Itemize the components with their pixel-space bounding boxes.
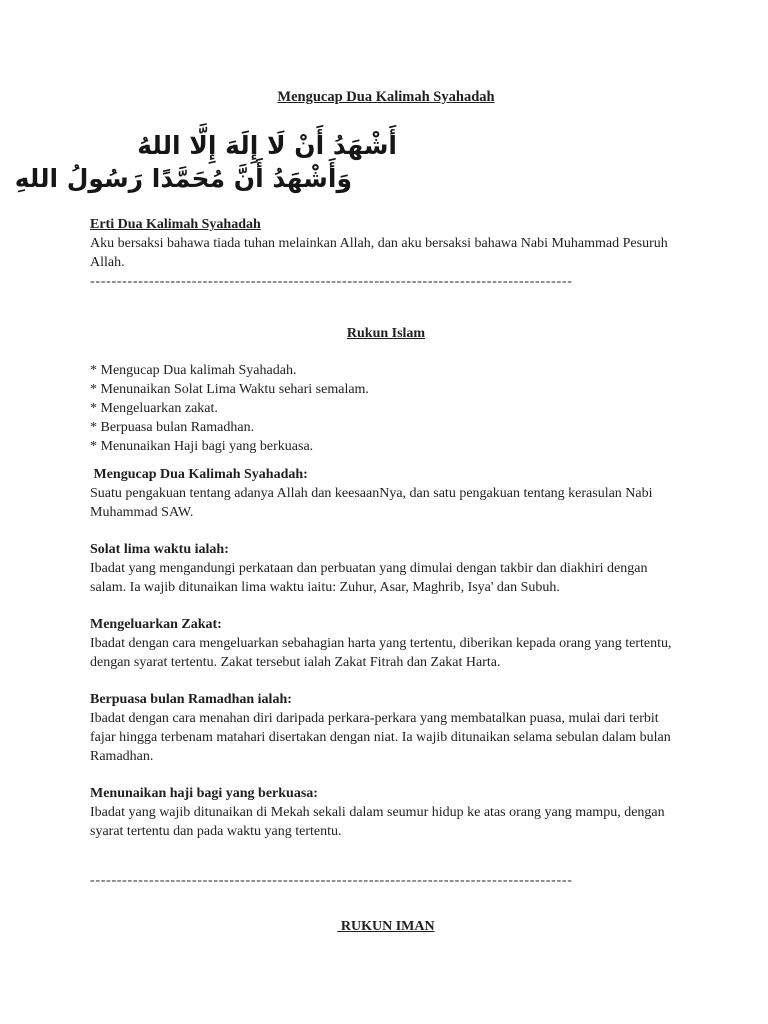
list-item: * Menunaikan Solat Lima Waktu sehari semalam. bbox=[90, 382, 369, 397]
section-heading: Mengucap Dua Kalimah Syahadah: bbox=[90, 467, 308, 482]
dashed-divider-bottom: ------------------------------------------------------------------------------------------ bbox=[90, 873, 573, 888]
list-item: * Mengucap Dua kalimah Syahadah. bbox=[90, 363, 297, 378]
list-item: * Menunaikan Haji bagi yang berkuasa. bbox=[90, 439, 314, 454]
section-body: Ibadat dengan cara mengeluarkan sebahagian harta yang tertentu, diberikan kepada orang yang tertentu, dengan syarat tertentu. Zakat tersebut ialah Zakat Fitrah dan Zakat Harta. bbox=[90, 636, 672, 670]
explanation-section-syahadah bbox=[90, 465, 682, 522]
section-heading: Solat lima waktu ialah: bbox=[90, 542, 229, 557]
dashed-divider-top: ------------------------------------------------------------------------------------------ bbox=[90, 274, 573, 289]
section-heading: Berpuasa bulan Ramadhan ialah: bbox=[90, 692, 292, 707]
section-heading: Menunaikan haji bagi yang berkuasa: bbox=[90, 786, 318, 801]
page-title: Mengucap Dua Kalimah Syahadah bbox=[277, 89, 495, 105]
section-body: Suatu pengakuan tentang adanya Allah dan keesaanNya, dan satu pengakuan tentang kerasulan Nabi Muhammad SAW. bbox=[90, 486, 653, 520]
shahada-arabic-line-1: أَشْهَدُ أَنْ لَا إِلَهَ إِلَّا اللهُ bbox=[137, 131, 397, 160]
section-body: Ibadat dengan cara menahan diri daripada perkara-perkara yang membatalkan puasa, mulai dari terbit fajar hingga terbenam matahari disertakan dengan niat. Ia wajib ditunaikan selama sebulan dalam bulan Ramadhan. bbox=[90, 711, 671, 764]
list-item: * Mengeluarkan zakat. bbox=[90, 401, 218, 416]
section-body: Ibadat yang mengandungi perkataan dan perbuatan yang dimulai dengan takbir dan diakhiri dengan salam. Ia wajib ditunaikan lima waktu iaitu: Zuhur, Asar, Maghrib, Isya' dan Subuh. bbox=[90, 561, 648, 595]
explanation-section-solat bbox=[90, 540, 682, 597]
explanation-sections bbox=[90, 465, 682, 841]
section-body: Ibadat yang wajib ditunaikan di Mekah sekali dalam seumur hidup ke atas orang yang mampu, dengan syarat tertentu dan pada waktu yang tertentu. bbox=[90, 805, 665, 839]
erti-section-heading: Erti Dua Kalimah Syahadah bbox=[90, 217, 261, 232]
rukun-islam-list bbox=[90, 361, 682, 456]
explanation-section-haji bbox=[90, 784, 682, 841]
list-item: * Berpuasa bulan Ramadhan. bbox=[90, 420, 255, 435]
rukun-islam-heading: Rukun Islam bbox=[346, 326, 426, 341]
explanation-section-puasa bbox=[90, 690, 682, 766]
explanation-section-zakat bbox=[90, 615, 682, 672]
section-heading: Mengeluarkan Zakat: bbox=[90, 617, 222, 632]
erti-section-body: Aku bersaksi bahawa tiada tuhan melainkan Allah, dan aku bersaksi bahawa Nabi Muhammad Pesuruh Allah. bbox=[90, 236, 668, 270]
rukun-iman-heading: RUKUN IMAN bbox=[337, 919, 435, 934]
shahada-arabic-line-2: وَأَشْهَدُ أَنَّ مُحَمَّدًا رَسُولُ اللهِ bbox=[14, 164, 352, 193]
shahada-arabic-calligraphy bbox=[14, 129, 397, 195]
